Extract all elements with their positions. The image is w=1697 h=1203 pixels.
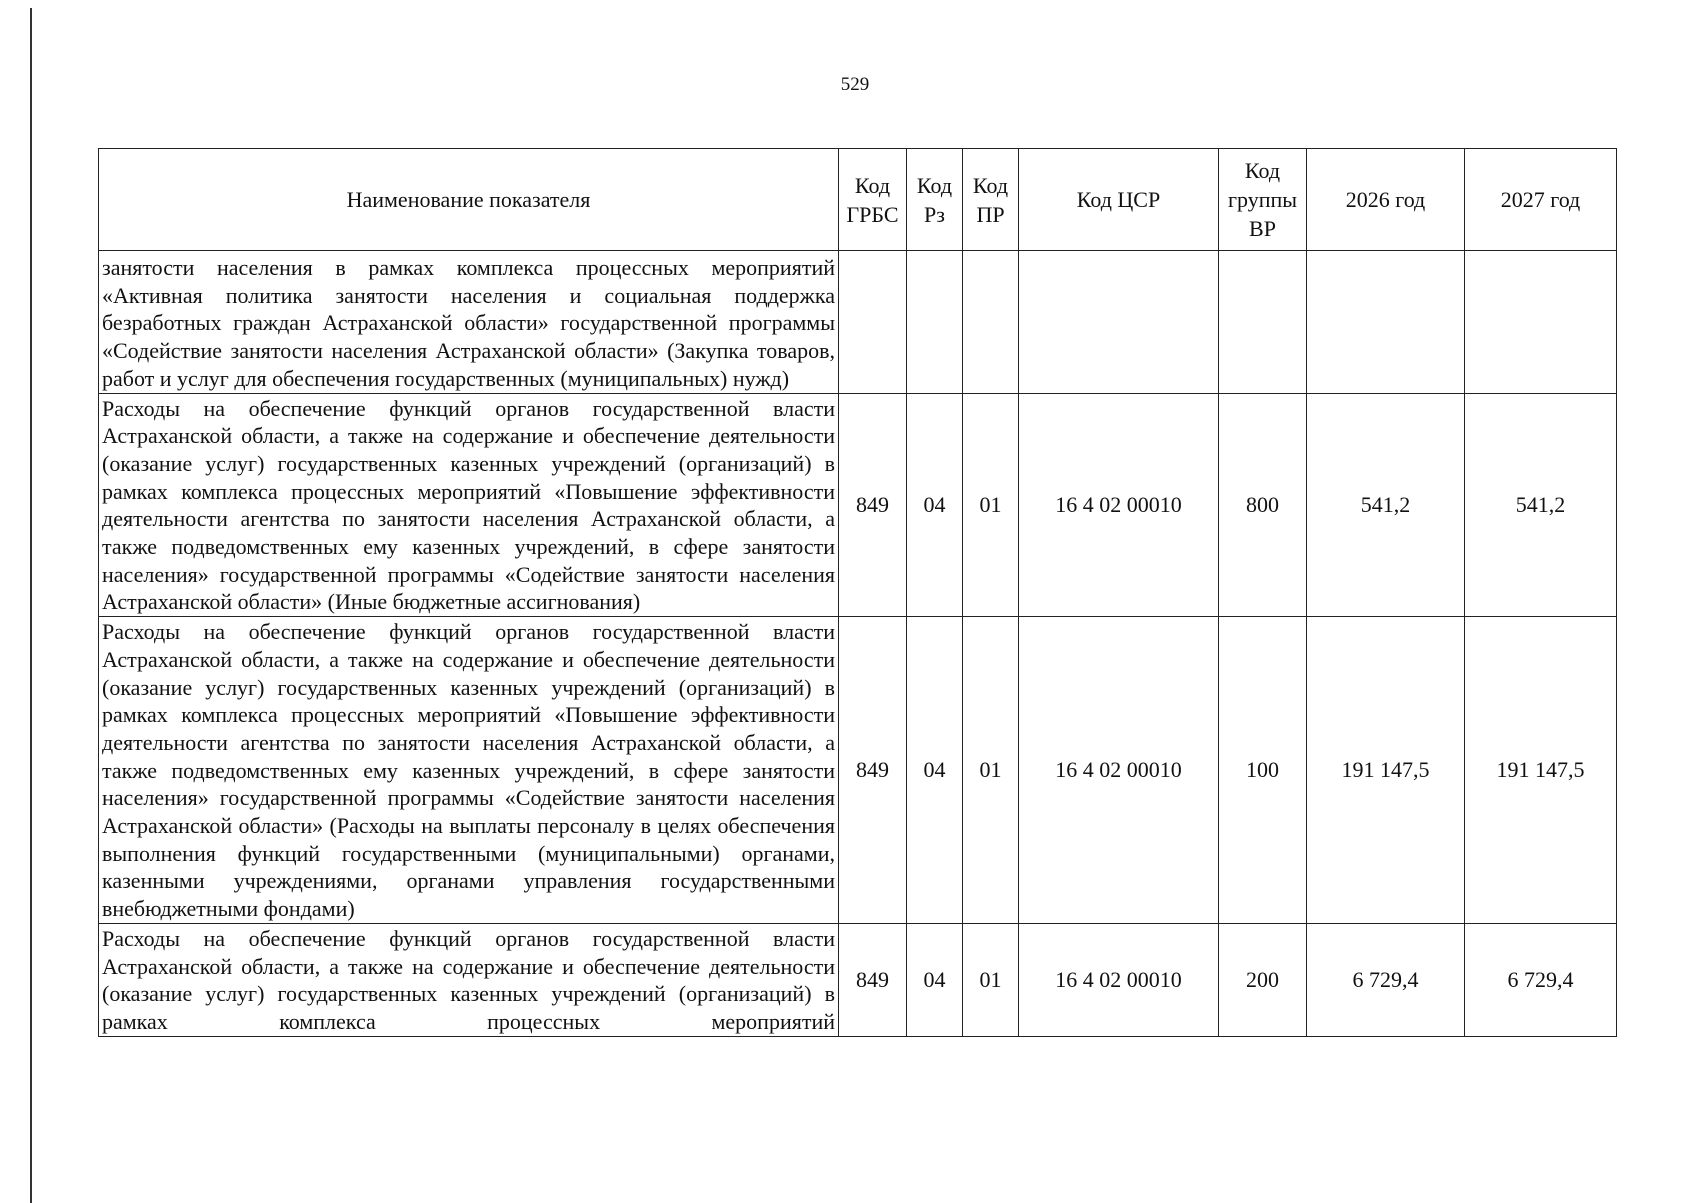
header-rz: Код Рз — [907, 149, 963, 251]
table-header-row — [99, 149, 1617, 251]
row-2026: 541,2 — [1307, 393, 1465, 617]
row-2027: 541,2 — [1465, 393, 1617, 617]
row-2026 — [1307, 251, 1465, 394]
row-rz: 04 — [907, 923, 963, 1036]
row-vr: 100 — [1219, 617, 1307, 924]
row-rz: 04 — [907, 617, 963, 924]
row-csr: 16 4 02 00010 — [1019, 393, 1219, 617]
table-row — [99, 251, 1617, 394]
row-vr: 200 — [1219, 923, 1307, 1036]
row-rz: 04 — [907, 393, 963, 617]
row-csr — [1019, 251, 1219, 394]
row-name: Расходы на обеспечение функций органов государственной власти Астраханской области, а также на содержание и обеспечение деятельности (оказание услуг) государственных казенных учреждений (организаций) в рамках комплекса процессных мероприятий — [99, 923, 839, 1036]
row-vr: 800 — [1219, 393, 1307, 617]
row-grbs: 849 — [839, 923, 907, 1036]
header-grbs: Код ГРБС — [839, 149, 907, 251]
table-row — [99, 617, 1617, 924]
row-pr — [963, 251, 1019, 394]
row-csr: 16 4 02 00010 — [1019, 923, 1219, 1036]
row-2027 — [1465, 251, 1617, 394]
row-rz — [907, 251, 963, 394]
row-vr — [1219, 251, 1307, 394]
page-number: 529 — [840, 74, 870, 95]
left-margin-rule — [30, 8, 32, 1203]
budget-table — [98, 148, 1617, 1037]
row-2027: 191 147,5 — [1465, 617, 1617, 924]
row-grbs — [839, 251, 907, 394]
row-pr: 01 — [963, 617, 1019, 924]
row-grbs: 849 — [839, 393, 907, 617]
row-pr: 01 — [963, 923, 1019, 1036]
header-2026: 2026 год — [1307, 149, 1465, 251]
row-csr: 16 4 02 00010 — [1019, 617, 1219, 924]
row-name: занятости населения в рамках комплекса процессных мероприятий «Активная политика занятости населения и социальная поддержка безработных граждан Астраханской области» государственной программы «Содействие занятости населения Астраханской области» (Закупка товаров, работ и услуг для обеспечения государственных (муниципальных) нужд) — [99, 251, 839, 394]
table-row — [99, 923, 1617, 1036]
row-pr: 01 — [963, 393, 1019, 617]
row-name: Расходы на обеспечение функций органов государственной власти Астраханской области, а также на содержание и обеспечение деятельности (оказание услуг) государственных казенных учреждений (организаций) в рамках комплекса процессных мероприятий «Повышение эффективности деятельности агентства по занятости населения Астраханской области, а также подведомственных ему казенных учреждений, в сфере занятости населения» государственной программы «Содействие занятости населения Астраханской области» (Расходы на выплаты персоналу в целях обеспечения выполнения функций государственными (муниципальными) органами, казенными учреждениями, органами управления государственными внебюджетными фондами) — [99, 617, 839, 924]
header-name: Наименование показателя — [99, 149, 839, 251]
row-2026: 191 147,5 — [1307, 617, 1465, 924]
row-name: Расходы на обеспечение функций органов государственной власти Астраханской области, а также на содержание и обеспечение деятельности (оказание услуг) государственных казенных учреждений (организаций) в рамках комплекса процессных мероприятий «Повышение эффективности деятельности агентства по занятости населения Астраханской области, а также подведомственных ему казенных учреждений, в сфере занятости населения» государственной программы «Содействие занятости населения Астраханской области» (Иные бюджетные ассигнования) — [99, 393, 839, 617]
row-2026: 6 729,4 — [1307, 923, 1465, 1036]
row-2027: 6 729,4 — [1465, 923, 1617, 1036]
header-2027: 2027 год — [1465, 149, 1617, 251]
header-csr: Код ЦСР — [1019, 149, 1219, 251]
header-vr: Код группы ВР — [1219, 149, 1307, 251]
row-grbs: 849 — [839, 617, 907, 924]
header-pr: Код ПР — [963, 149, 1019, 251]
table-row — [99, 393, 1617, 617]
